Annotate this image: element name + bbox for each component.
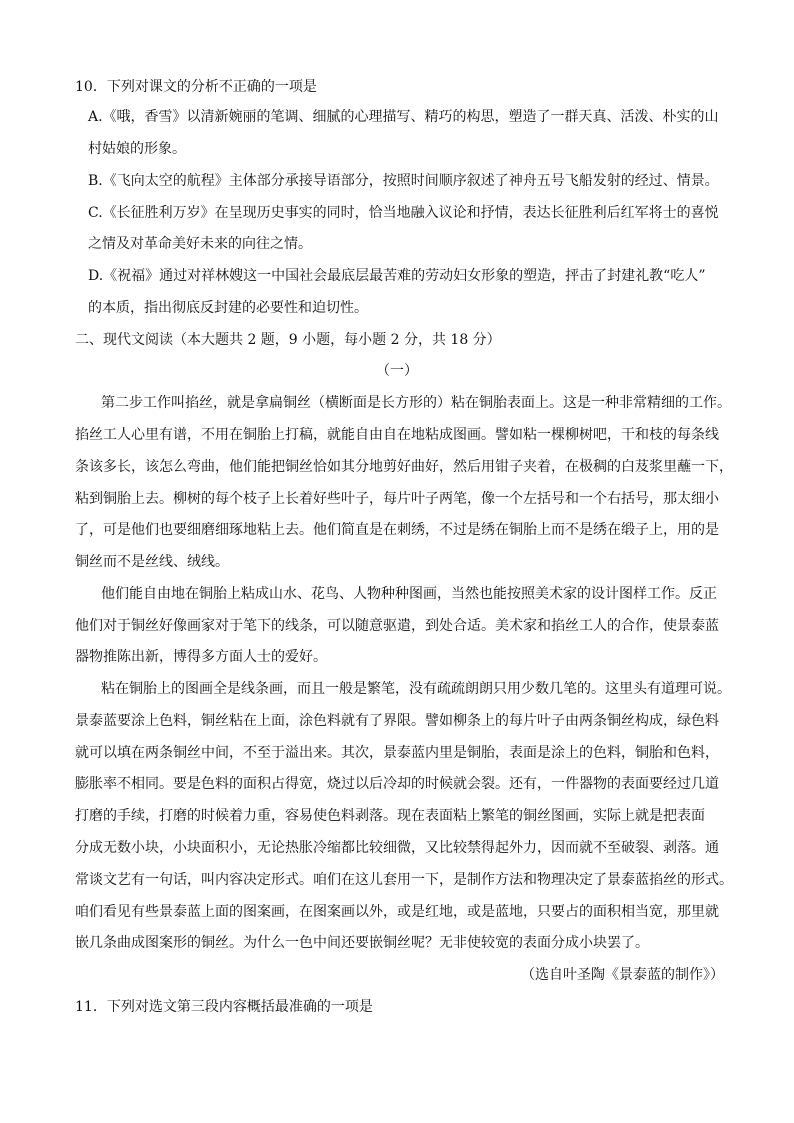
option-c-cont: 之情及对革命美好未来的向往之情。: [88, 236, 312, 252]
paragraph-line: 膨胀率不相同。要是色料的面积占得宽，烧过以后冷却的时候就会裂。还有，一件器物的表面要经过几道: [75, 776, 719, 792]
paragraph-line: 第二步工作叫掐丝，就是拿扁铜丝（横断面是长方形的）粘在铜胎表面上。这是一种非常精细的工作。: [101, 395, 731, 411]
question-10-stem: 10．下列对课文的分析不正确的一项是: [75, 79, 317, 95]
paragraph-line: 条该多长，该怎么弯曲，他们能把铜丝恰如其分地剪好曲好，然后用钳子夹着，在极稠的白芨浆里蘸一下，: [75, 459, 733, 475]
option-d: D.《祝福》通过对祥林嫂这一中国社会最底层最苦难的劳动妇女形象的塑造，抨击了封建礼教“吃人”: [88, 268, 706, 284]
paragraph-line: 分成无数小块，小块面积小，无论热胀冷缩都比较细微，又比较禁得起外力，因而就不至破裂、剥落。通: [75, 840, 719, 856]
passage-source: （选自叶圣陶《景泰蓝的制作》）: [521, 967, 724, 983]
option-b: B.《飞向太空的航程》主体部分承接导语部分，按照时间顺序叙述了神舟五号飞船发射的经过、情景。: [88, 173, 719, 189]
section-heading: 二、现代文阅读（本大题共 2 题，9 小题，每小题 2 分，共 18 分）: [75, 332, 501, 348]
option-a-cont: 村姑娘的形象。: [88, 141, 186, 157]
paragraph-line: 铜丝而不是丝线、绒线。: [75, 554, 229, 570]
paragraph-line: 他们对于铜丝好像画家对于笔下的线条，可以随意驱遣，到处合适。美术家和掐丝工人的合作，使景泰蓝: [75, 618, 719, 634]
option-a: A.《哦，香雪》以清新婉丽的笔调、细腻的心理描写、精巧的构思，塑造了一群天真、活泼、朴实的山: [88, 109, 719, 125]
paragraph-line: 掐丝工人心里有谱，不用在铜胎上打稿，就能自由自在地粘成图画。譬如粘一棵柳树吧，干和枝的每条线: [75, 427, 719, 443]
passage-part-label: （一）: [376, 363, 418, 379]
paragraph-line: 器物推陈出新，博得多方面人士的爱好。: [75, 649, 327, 665]
option-c: C.《长征胜利万岁》在呈现历史事实的同时，恰当地融入议论和抒情，表达长征胜利后红军将士的喜悦: [88, 205, 719, 221]
question-11-stem: 11．下列对选文第三段内容概括最准确的一项是: [75, 999, 373, 1015]
paragraph-line: 就可以填在两条铜丝中间，不至于溢出来。其次，景泰蓝内里是铜胎，表面是涂上的色料，铜胎和色料，: [75, 745, 719, 761]
paragraph-line: 常谈文艺有一句话，叫内容决定形式。咱们在这儿套用一下，是制作方法和物理决定了景泰蓝掐丝的形式。: [75, 872, 733, 888]
paragraph-line: 嵌几条曲成图案形的铜丝。为什么一色中间还要嵌铜丝呢？无非使较宽的表面分成小块罢了。: [75, 935, 649, 951]
paragraph-line: 景泰蓝要涂上色料，铜丝粘在上面，涂色料就有了界限。譬如柳条上的每片叶子由两条铜丝构成，绿色料: [75, 713, 719, 729]
paragraph-line: 了，可是他们也要细磨细琢地粘上去。他们简直是在刺绣，不过是绣在铜胎上而不是绣在缎子上，用的是: [75, 522, 719, 538]
paragraph-line: 他们能自由地在铜胎上粘成山水、花鸟、人物种种图画，当然也能按照美术家的设计图样工作。反正: [101, 586, 717, 602]
paragraph-line: 粘在铜胎上的图画全是线条画，而且一般是繁笔，没有疏疏朗朗只用少数几笔的。这里头有道理可说。: [101, 681, 731, 697]
option-d-cont: 的本质，指出彻底反封建的必要性和迫切性。: [88, 300, 368, 316]
paragraph-line: 打磨的手续，打磨的时候着力重，容易使色料剥落。现在表面粘上繁笔的铜丝图画，实际上就是把表面: [75, 808, 705, 824]
paragraph-line: 粘到铜胎上去。柳树的每个枝子上长着好些叶子，每片叶子两笔，像一个左括号和一个右括号，那太细小: [75, 491, 719, 507]
paragraph-line: 咱们看见有些景泰蓝上面的图案画，在图案画以外，或是红地，或是蓝地，只要占的面积相当宽，那里就: [75, 904, 719, 920]
